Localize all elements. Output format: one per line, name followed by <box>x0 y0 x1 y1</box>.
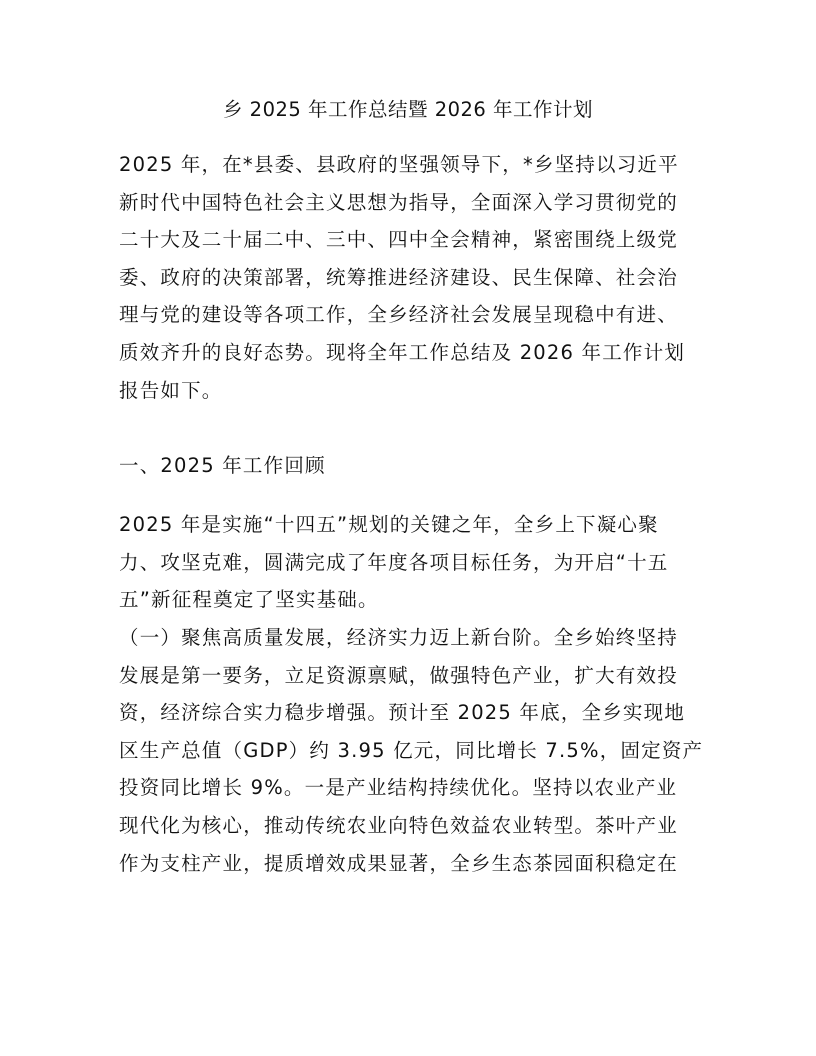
intro-line: 报告如下。 <box>119 378 223 402</box>
section-heading-text: 一、2025 年工作回顾 <box>119 454 326 477</box>
intro-line: 2025 年，在*县委、县政府的坚强领导下，*乡坚持以习近平 <box>119 153 679 176</box>
subsection-line: 投资同比增长 9%。一是产业结构持续优化。坚持以农业产业 <box>119 776 678 800</box>
subsection-line: 资，经济综合实力稳步增强。预计至 2025 年底，全乡实现地 <box>119 701 686 725</box>
overview-line: 力、攻坚克难，圆满完成了年度各项目标任务，为开启“十五 <box>119 550 669 574</box>
intro-line: 二十大及二十届二中、三中、四中全会精神，紧密围绕上级党 <box>119 228 678 252</box>
subsection-line: 区生产总值（GDP）约 3.95 亿元，同比增长 7.5%，固定资产 <box>119 738 704 762</box>
section-heading <box>119 447 709 485</box>
overview-line: 五”新征程奠定了坚实基础。 <box>119 588 379 612</box>
subsection-line: 作为支柱产业，提质增效成果显著，全乡生态茶园面积稳定在 <box>119 851 678 875</box>
subsection-line: 现代化为核心，推动传统农业向特色效益农业转型。茶叶产业 <box>119 813 678 837</box>
intro-line: 委、政府的决策部署，统筹推进经济建设、民生保障、社会治 <box>119 265 678 289</box>
intro-line: 新时代中国特色社会主义思想为指导，全面深入学习贯彻党的 <box>119 190 678 214</box>
intro-line: 质效齐升的良好态势。现将全年工作总结及 2026 年工作计划 <box>119 340 686 364</box>
subsection-line: （一）聚焦高质量发展，经济实力迈上新台阶。全乡始终坚持 <box>119 626 678 649</box>
intro-paragraph <box>119 146 709 409</box>
subsection-paragraph <box>119 619 709 882</box>
overview-line: 2025 年是实施“十四五”规划的关键之年，全乡上下凝心聚 <box>119 513 659 536</box>
overview-paragraph <box>119 506 709 619</box>
subsection-line: 发展是第一要务，立足资源禀赋，做强特色产业，扩大有效投 <box>119 663 678 687</box>
document-title: 乡 2025 年工作总结暨 2026 年工作计划 <box>222 98 594 121</box>
intro-line: 理与党的建设等各项工作，全乡经济社会发展呈现稳中有进、 <box>119 303 678 327</box>
